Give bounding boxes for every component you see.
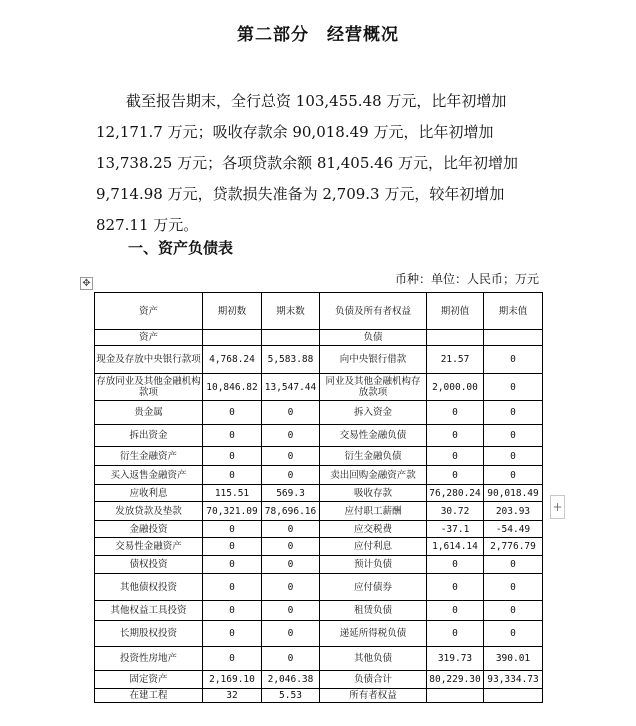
table-row xyxy=(95,346,543,374)
liability-label-cell: 预计负债 xyxy=(320,556,427,574)
table-row xyxy=(95,521,543,538)
asset-label-cell: 买入返售金融资产 xyxy=(95,466,203,485)
value-cell: 5.53 xyxy=(262,689,320,703)
value-cell: 0 xyxy=(484,556,543,574)
value-cell: 76,280.24 xyxy=(427,485,484,502)
table-row xyxy=(95,401,543,425)
value-cell: 0 xyxy=(203,647,262,671)
value-cell: 0 xyxy=(427,425,484,447)
value-cell: 21.57 xyxy=(427,346,484,374)
value-cell: 0 xyxy=(203,466,262,485)
table-row xyxy=(95,601,543,621)
unit-note: 币种：单位：人民币；万元 xyxy=(394,272,539,286)
value-cell: 0 xyxy=(203,401,262,425)
value-cell xyxy=(203,330,262,346)
value-cell: 319.73 xyxy=(427,647,484,671)
value-cell: 203.93 xyxy=(484,502,543,521)
table-row xyxy=(95,447,543,466)
value-cell: 0 xyxy=(484,401,543,425)
table-move-handle-icon[interactable]: ✥ xyxy=(80,277,93,290)
value-cell xyxy=(484,330,543,346)
liability-label-cell: 同业及其他金融机构存放款项 xyxy=(320,374,427,401)
value-cell: 0 xyxy=(203,601,262,621)
value-cell: 78,696.16 xyxy=(262,502,320,521)
asset-label-cell: 存放同业及其他金融机构款项 xyxy=(95,374,203,401)
table-body xyxy=(95,330,543,703)
value-cell: 93,334.73 xyxy=(484,671,543,689)
value-cell: 0 xyxy=(427,621,484,647)
value-cell: 80,229.30 xyxy=(427,671,484,689)
value-cell: 0 xyxy=(203,574,262,601)
table-row xyxy=(95,538,543,556)
header-cell: 期末值 xyxy=(484,293,543,330)
value-cell: 0 xyxy=(427,601,484,621)
value-cell: 2,046.38 xyxy=(262,671,320,689)
value-cell: 0 xyxy=(262,601,320,621)
liability-label-cell: 负债 xyxy=(320,330,427,346)
page-title: 第二部分 经营概况 xyxy=(237,25,399,45)
value-cell: 0 xyxy=(262,466,320,485)
value-cell: 2,169.10 xyxy=(203,671,262,689)
value-cell: 0 xyxy=(262,574,320,601)
value-cell xyxy=(427,330,484,346)
value-cell: 0 xyxy=(262,621,320,647)
liability-label-cell: 交易性金融负债 xyxy=(320,425,427,447)
value-cell: 0 xyxy=(203,521,262,538)
asset-label-cell: 在建工程 xyxy=(95,689,203,703)
value-cell xyxy=(427,689,484,703)
value-cell: 0 xyxy=(262,447,320,466)
table-row xyxy=(95,689,543,703)
table-row xyxy=(95,574,543,601)
value-cell: 0 xyxy=(203,447,262,466)
liability-label-cell: 衍生金融负债 xyxy=(320,447,427,466)
liability-label-cell: 卖出回购金融资产款 xyxy=(320,466,427,485)
table-row xyxy=(95,647,543,671)
value-cell: 90,018.49 xyxy=(484,485,543,502)
liability-label-cell: 拆入资金 xyxy=(320,401,427,425)
value-cell: 0 xyxy=(427,556,484,574)
value-cell: 0 xyxy=(262,521,320,538)
asset-label-cell: 其他权益工具投资 xyxy=(95,601,203,621)
add-column-icon[interactable]: + xyxy=(550,495,565,519)
value-cell: 0 xyxy=(203,538,262,556)
value-cell: 115.51 xyxy=(203,485,262,502)
value-cell: 0 xyxy=(484,601,543,621)
table-row xyxy=(95,466,543,485)
asset-label-cell: 固定资产 xyxy=(95,671,203,689)
liability-label-cell: 所有者权益 xyxy=(320,689,427,703)
table-row xyxy=(95,485,543,502)
liability-label-cell: 应交税费 xyxy=(320,521,427,538)
asset-label-cell: 发放贷款及垫款 xyxy=(95,502,203,521)
liability-label-cell: 负债合计 xyxy=(320,671,427,689)
header-cell: 期初数 xyxy=(203,293,262,330)
value-cell: 13,547.44 xyxy=(262,374,320,401)
liability-label-cell: 租赁负债 xyxy=(320,601,427,621)
liability-label-cell: 吸收存款 xyxy=(320,485,427,502)
table-row xyxy=(95,556,543,574)
asset-label-cell: 投资性房地产 xyxy=(95,647,203,671)
value-cell: 32 xyxy=(203,689,262,703)
value-cell: -54.49 xyxy=(484,521,543,538)
value-cell xyxy=(262,330,320,346)
asset-label-cell: 债权投资 xyxy=(95,556,203,574)
asset-label-cell: 现金及存放中央银行款项 xyxy=(95,346,203,374)
table-header-row xyxy=(95,293,543,330)
asset-label-cell: 资产 xyxy=(95,330,203,346)
value-cell xyxy=(484,689,543,703)
value-cell: 0 xyxy=(484,447,543,466)
asset-label-cell: 拆出资金 xyxy=(95,425,203,447)
value-cell: 0 xyxy=(484,574,543,601)
header-cell: 期初值 xyxy=(427,293,484,330)
asset-label-cell: 长期股权投资 xyxy=(95,621,203,647)
value-cell: 0 xyxy=(484,621,543,647)
asset-label-cell: 金融投资 xyxy=(95,521,203,538)
liability-label-cell: 应付职工薪酬 xyxy=(320,502,427,521)
asset-label-cell: 衍生金融资产 xyxy=(95,447,203,466)
liability-label-cell: 其他负债 xyxy=(320,647,427,671)
value-cell: 2,000.00 xyxy=(427,374,484,401)
overview-paragraph: 截至报告期末，全行总资 103,455.48 万元，比年初增加 12,171.7 万元；吸收存款余 90,018.49 万元，比年初增加 13,738.25 万元；各项贷款余额 81,405.46 万元，比年初增加 9,714.98 万元，贷款损失准备为 2,709.3 万元，较年初增加 827.11 万元。 xyxy=(96,92,518,234)
liability-label-cell: 应付债券 xyxy=(320,574,427,601)
table-row xyxy=(95,502,543,521)
header-cell: 期末数 xyxy=(262,293,320,330)
value-cell: 0 xyxy=(427,447,484,466)
asset-label-cell: 其他债权投资 xyxy=(95,574,203,601)
value-cell: 0 xyxy=(262,647,320,671)
header-cell: 负债及所有者权益 xyxy=(320,293,427,330)
value-cell: 0 xyxy=(262,556,320,574)
value-cell: 0 xyxy=(484,374,543,401)
value-cell: -37.1 xyxy=(427,521,484,538)
value-cell: 390.01 xyxy=(484,647,543,671)
value-cell: 30.72 xyxy=(427,502,484,521)
value-cell: 0 xyxy=(203,556,262,574)
table-row xyxy=(95,621,543,647)
asset-label-cell: 贵金属 xyxy=(95,401,203,425)
value-cell: 0 xyxy=(484,466,543,485)
value-cell: 5,583.88 xyxy=(262,346,320,374)
asset-label-cell: 应收利息 xyxy=(95,485,203,502)
balance-sheet-table xyxy=(94,292,543,703)
table-row xyxy=(95,374,543,401)
value-cell: 0 xyxy=(427,401,484,425)
value-cell: 0 xyxy=(262,401,320,425)
value-cell: 0 xyxy=(427,574,484,601)
value-cell: 4,768.24 xyxy=(203,346,262,374)
section-heading: 一、资产负债表 xyxy=(128,239,234,257)
liability-label-cell: 递延所得税负债 xyxy=(320,621,427,647)
value-cell: 70,321.09 xyxy=(203,502,262,521)
value-cell: 0 xyxy=(203,621,262,647)
asset-label-cell: 交易性金融资产 xyxy=(95,538,203,556)
value-cell: 2,776.79 xyxy=(484,538,543,556)
value-cell: 1,614.14 xyxy=(427,538,484,556)
value-cell: 10,846.82 xyxy=(203,374,262,401)
value-cell: 0 xyxy=(203,425,262,447)
value-cell: 0 xyxy=(484,346,543,374)
table-row xyxy=(95,671,543,689)
value-cell: 0 xyxy=(427,466,484,485)
value-cell: 0 xyxy=(484,425,543,447)
table-row xyxy=(95,425,543,447)
value-cell: 0 xyxy=(262,425,320,447)
header-cell: 资产 xyxy=(95,293,203,330)
liability-label-cell: 应付利息 xyxy=(320,538,427,556)
liability-label-cell: 向中央银行借款 xyxy=(320,346,427,374)
value-cell: 569.3 xyxy=(262,485,320,502)
table-row xyxy=(95,330,543,346)
value-cell: 0 xyxy=(262,538,320,556)
